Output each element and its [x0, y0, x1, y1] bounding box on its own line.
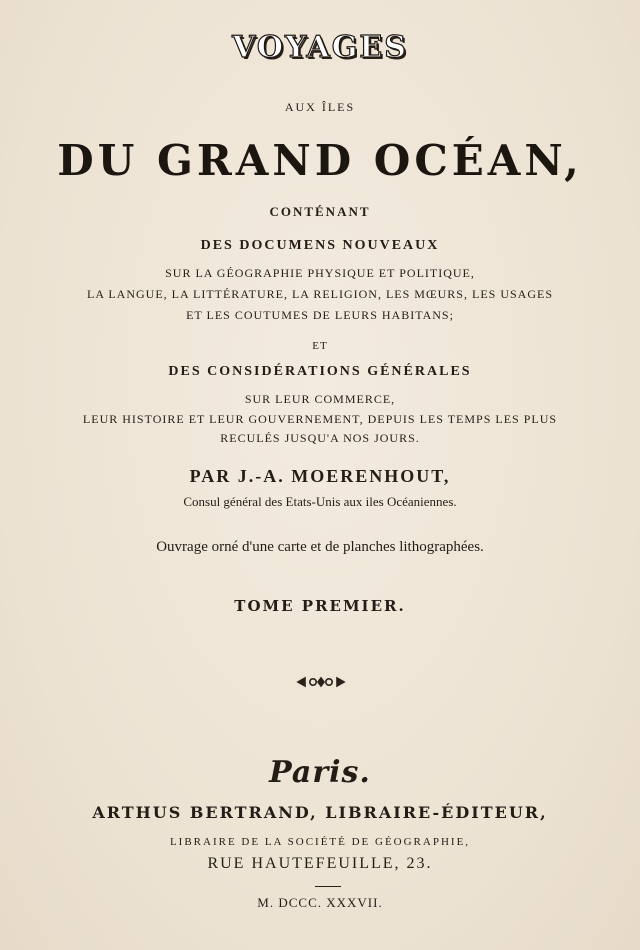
history-line-3: RECULÉS JUSQU'A NOS JOURS.	[220, 431, 420, 445]
subject-line-2: LA LANGUE, LA LITTÉRATURE, LA RELIGION, LES MŒURS, LES USAGES	[87, 287, 553, 301]
fleuron-ornament-icon	[296, 674, 346, 690]
aux-iles-line: AUX ÎLES	[284, 100, 356, 114]
subject-line-3: ET LES COUTUMES DE LEURS HABITANS;	[186, 308, 454, 322]
et-line: ET	[312, 340, 328, 352]
considerations-line: DES CONSIDÉRATIONS GÉNÉRALES	[168, 364, 472, 379]
contenant-line: CONTÉNANT	[269, 204, 371, 219]
subject-line-1: SUR LA GÉOGRAPHIE PHYSIQUE ET POLITIQUE,	[165, 266, 475, 280]
libraire-line: LIBRAIRE DE LA SOCIÉTÉ DE GÉOGRAPHIE,	[169, 836, 471, 848]
publisher-line: ARTHUS BERTRAND, LIBRAIRE-ÉDITEUR,	[92, 803, 548, 822]
history-line-2: LEUR HISTOIRE ET LEUR GOUVERNEMENT, DEPUIS LES TEMPS LES PLUS	[82, 412, 558, 426]
ouvrage-line: Ouvrage orné d'une carte et de planches lithographées.	[156, 539, 484, 555]
divider-rule	[315, 886, 341, 887]
history-line-1: SUR LEUR COMMERCE,	[244, 392, 396, 406]
tome-line: TOME PREMIER.	[234, 597, 406, 615]
imprint-city: Paris.	[269, 755, 371, 790]
book-title: VOYAGES	[232, 30, 408, 65]
consul-line: Consul général des Etats-Unis aux iles Océaniennes.	[183, 494, 457, 509]
publication-date: M. DCCC. XXXVII.	[257, 895, 383, 910]
documens-line: DES DOCUMENS NOUVEAUX	[200, 238, 440, 253]
grand-ocean-title: DU GRAND OCÉAN,	[57, 136, 583, 185]
address-line: RUE HAUTEFEUILLE, 23.	[207, 855, 433, 872]
author-line: PAR J.-A. MOERENHOUT,	[189, 466, 451, 486]
